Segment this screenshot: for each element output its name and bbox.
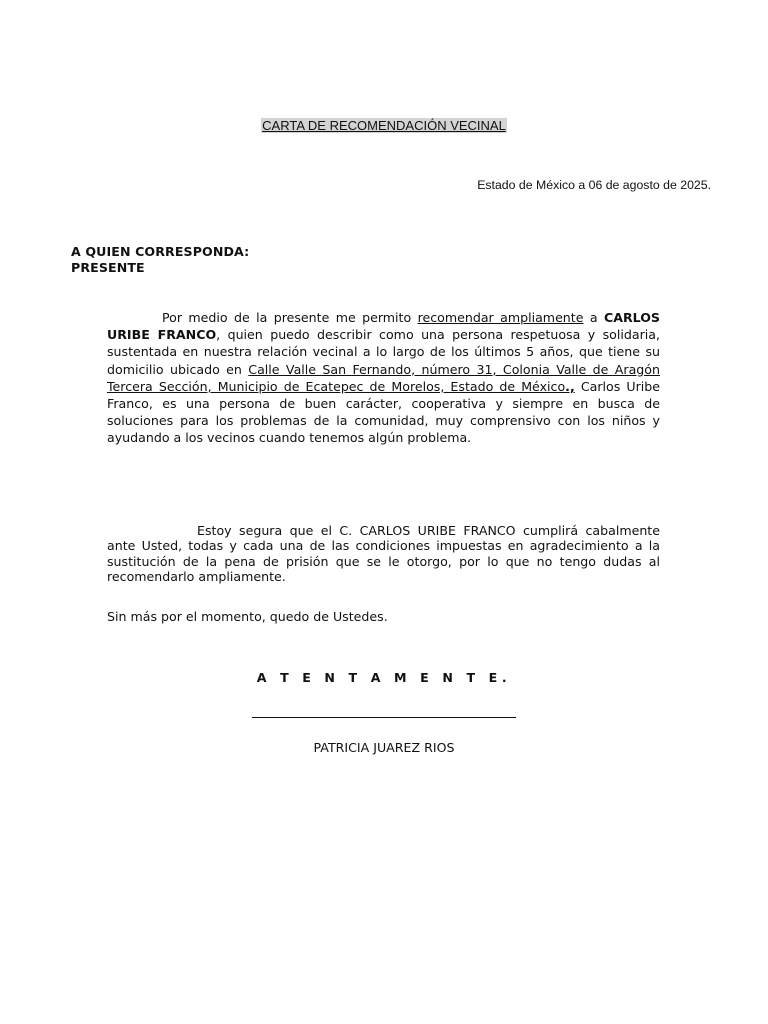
addressee-block: [71, 244, 249, 275]
body-paragraph-2: [107, 523, 660, 584]
p1-address-end: .,: [565, 378, 575, 394]
p1-highlight: recomendar ampliamente: [417, 310, 584, 325]
p1-intro: Por medio de la presente me permito: [162, 310, 418, 325]
addressee-line-1: A QUIEN CORRESPONDA:: [71, 244, 250, 259]
p1-recommended-name: CARLOS URIBE FRANCO: [107, 310, 660, 343]
letter-title: [0, 118, 768, 133]
letter-title-text: CARTA DE RECOMENDACIÓN VECINAL: [262, 118, 506, 133]
date-line: Estado de México a 06 de agosto de 2025.: [477, 178, 711, 192]
p1-rest: Carlos Uribe Franco, es una persona de buen carácter, cooperativa y siempre en busca de soluciones para los problemas de la comunidad, muy comprensivo con los niños y ayudando a los vecinos cuando tenemos algún problema.: [107, 378, 660, 446]
body-paragraph-1: [107, 309, 660, 447]
p1-after-highlight: a: [583, 310, 604, 325]
signature-name: PATRICIA JUAREZ RIOS: [313, 740, 455, 755]
p1-address: Calle Valle San Fernando, número 31, Colonia Valle de Aragón Tercera Sección, Municipio de Ecatepec de Morelos, Estado de México: [107, 361, 660, 394]
p1-middle: , quien puedo describir como una persona respetuosa y solidaria, sustentada en nuestra relación vecinal a lo largo de los últimos 5 años, que tiene su domicilio ubicado en: [107, 327, 660, 377]
signature-line: [252, 717, 516, 718]
p2-text: Estoy segura que el C. CARLOS URIBE FRANCO cumplirá cabalmente ante Usted, todas y cada una de las condiciones impuestas en agradecimiento a la sustitución de la pena de prisión que se le otorgo, por lo que no tengo dudas al recomendarlo ampliamente.: [107, 523, 660, 584]
closing-salutation: A T E N T A M E N T E.: [256, 670, 512, 685]
addressee-line-2: PRESENTE: [71, 259, 145, 275]
body-paragraph-3: Sin más por el momento, quedo de Ustedes.: [107, 609, 388, 624]
